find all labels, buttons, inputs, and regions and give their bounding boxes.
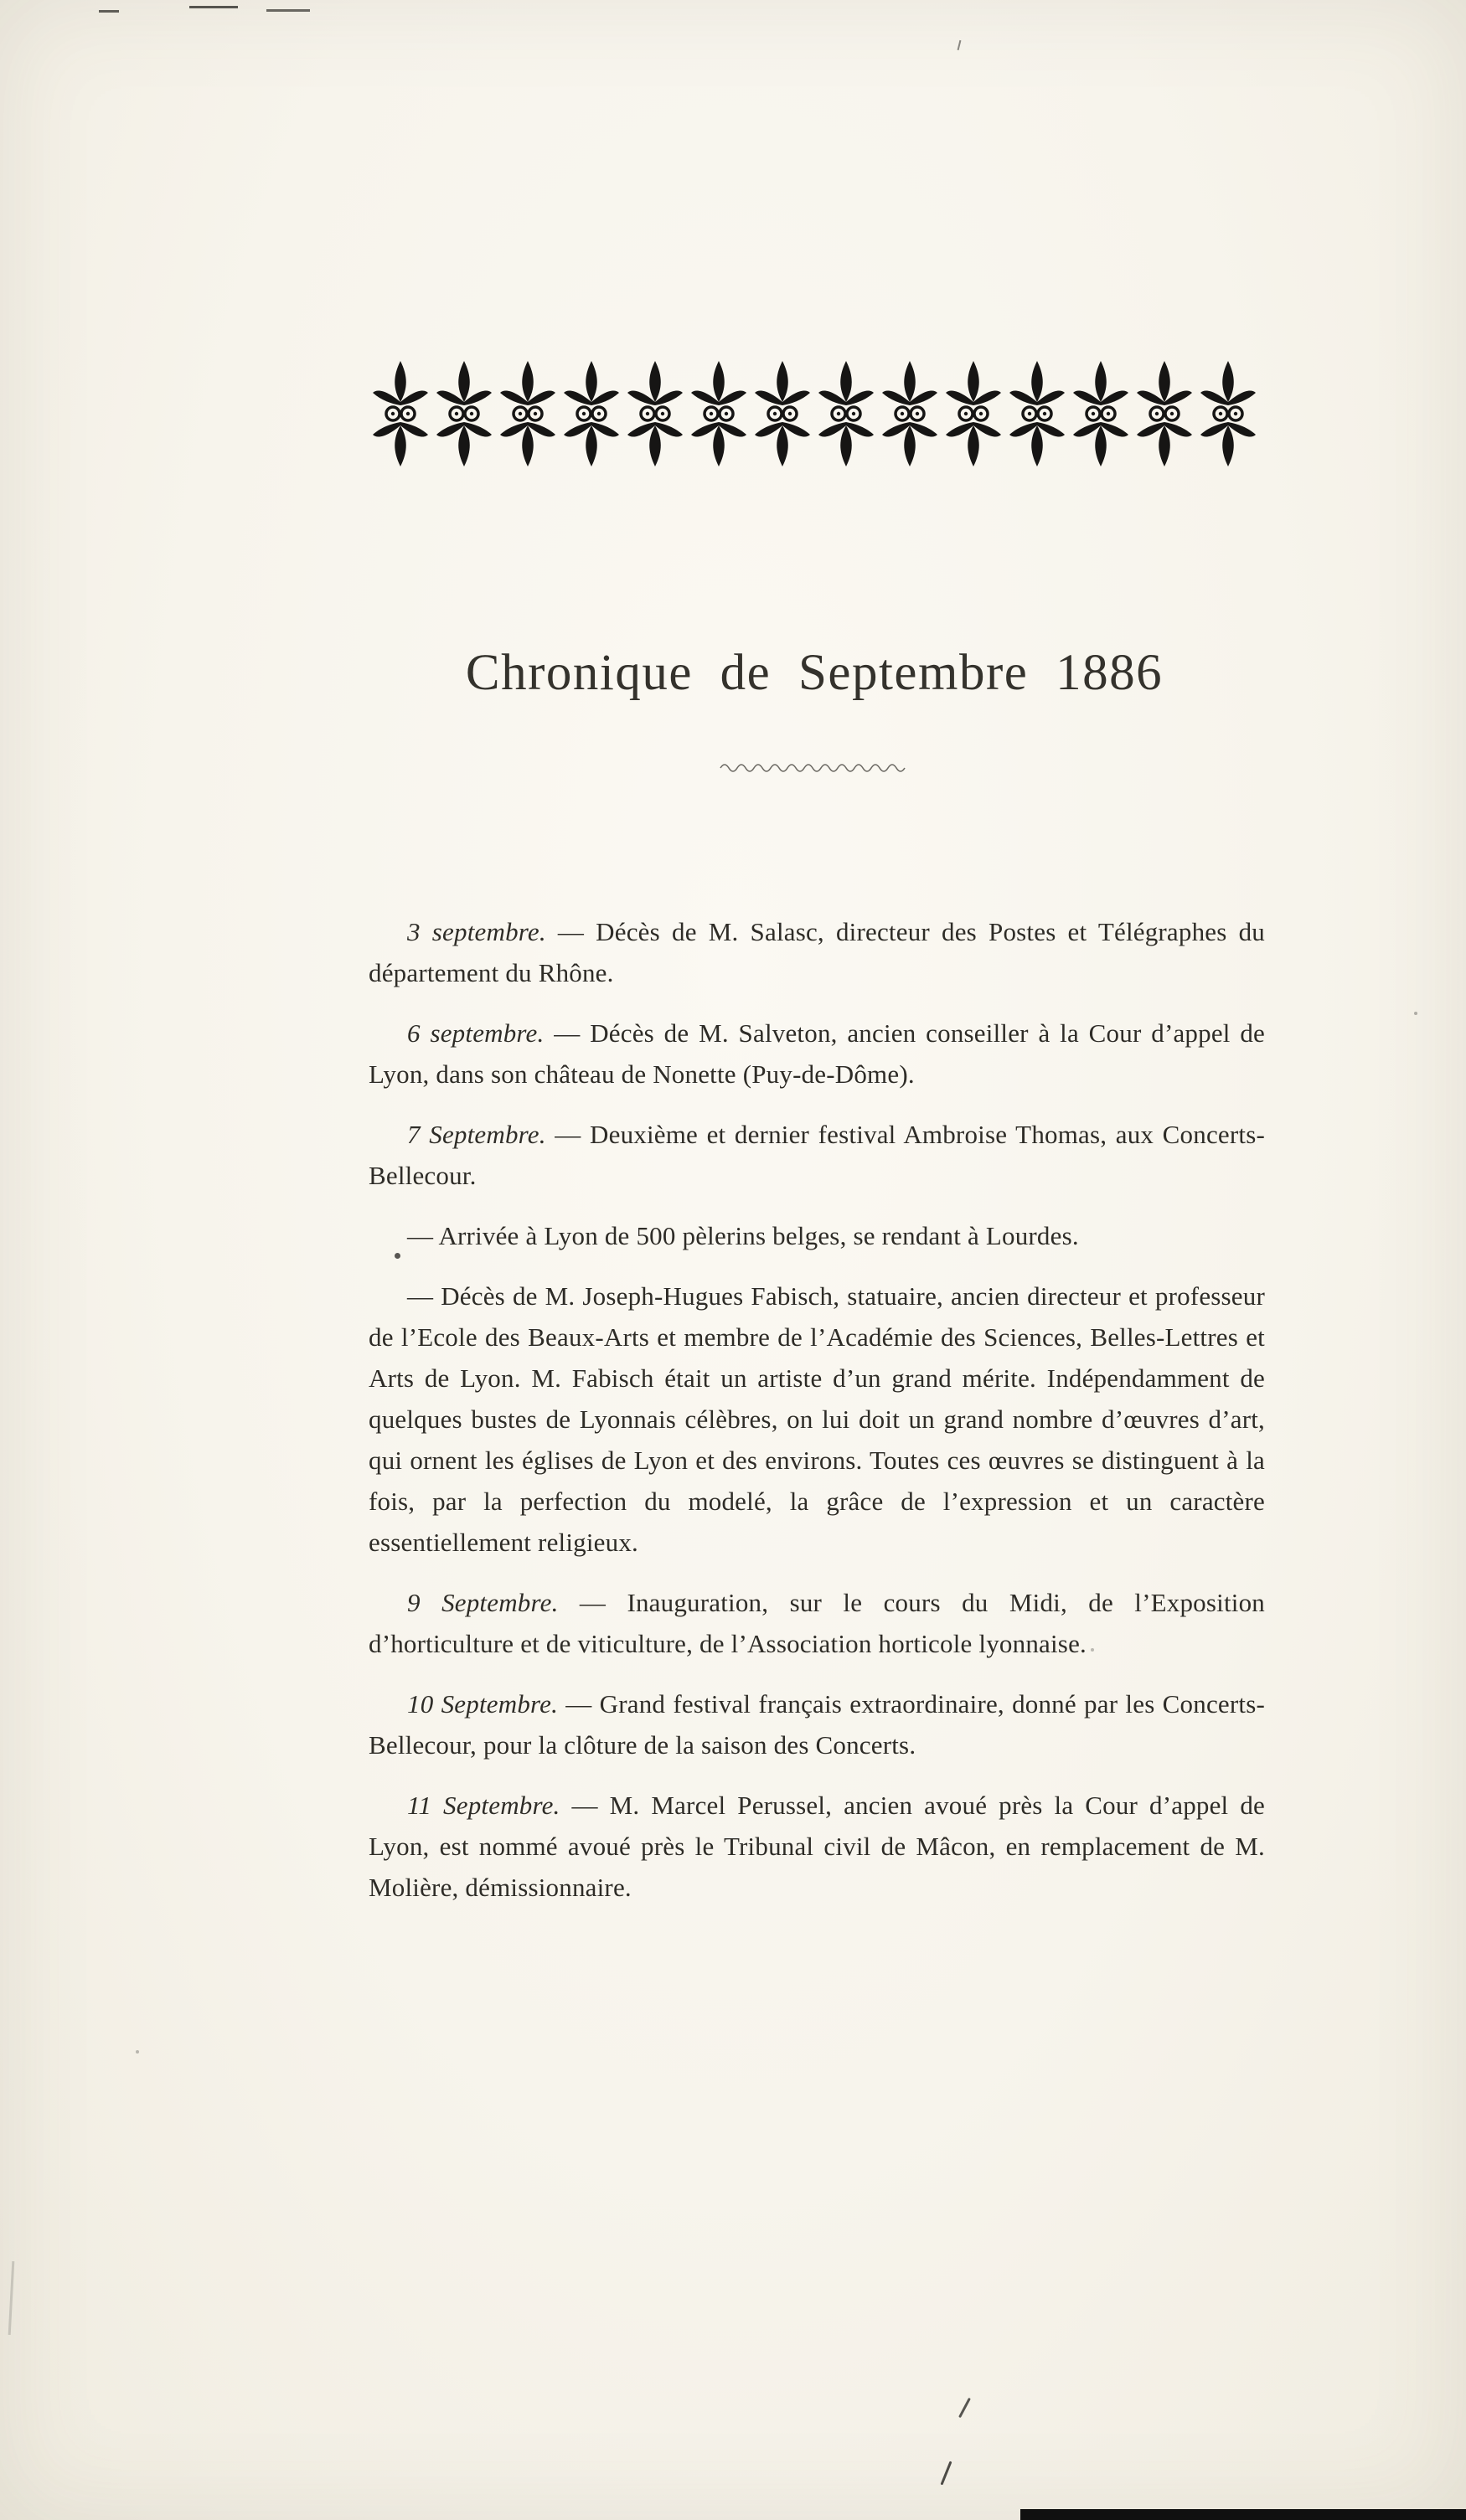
chronicle-entry xyxy=(369,1582,1265,1664)
chronicle-entry xyxy=(369,1215,1265,1256)
entry-text: — Arrivée à Lyon de 500 pèlerins belges, se rendant à Lourdes. xyxy=(407,1221,1079,1250)
anthemion-frieze-icon xyxy=(369,358,1263,469)
entry-date: 6 septembre. xyxy=(407,1018,545,1048)
entry-text: — Décès de M. Joseph-Hugues Fabisch, statuaire, ancien directeur et professeur de l’Ecole des Beaux-Arts et membre de l’Académie des Sciences, Belles-Lettres et Arts de Lyon. M. Fabisch était un artiste d’un grand mérite. Indépendamment de quelques bustes de Lyonnais célèbres, on lui doit un grand nombre d’œuvres d’art, qui ornent les églises de Lyon et des environs. Toutes ces œuvres se distinguent à la fois, par la perfection du modelé, la grâce de l’expression et un caractère essentiellement religieux. xyxy=(369,1281,1265,1557)
entry-text: — Grand festival français extraordinaire, donné par les Concerts-Bellecour, pour la clôture de la saison des Concerts. xyxy=(369,1689,1265,1760)
scan-artifact-scratch xyxy=(8,2261,15,2335)
entry-date: 3 septembre. xyxy=(407,917,546,946)
chronicle-text-block xyxy=(369,911,1265,1927)
squiggle-rule-icon xyxy=(719,760,911,774)
scan-artifact-dash xyxy=(266,9,310,12)
entry-text: — M. Marcel Perussel, ancien avoué près la Cour d’appel de Lyon, est nommé avoué près le Tribunal civil de Mâcon, en remplacement de M. Molière, démissionnaire. xyxy=(369,1791,1265,1902)
entry-date: 7 Septembre. xyxy=(407,1120,546,1149)
chronicle-entry xyxy=(369,1114,1265,1196)
scan-artifact-tick xyxy=(958,40,962,50)
scan-artifact-tick xyxy=(940,2461,952,2486)
chronicle-entry xyxy=(369,1785,1265,1908)
entry-date: 9 Septembre. xyxy=(407,1588,559,1617)
scan-artifact-tick xyxy=(958,2398,971,2418)
entry-date: 10 Septembre. xyxy=(407,1689,559,1719)
scan-artifact-dash xyxy=(189,6,238,8)
scan-edge-mark xyxy=(1020,2509,1466,2520)
chronicle-entry xyxy=(369,1013,1265,1095)
chronicle-entry xyxy=(369,1275,1265,1563)
chronicle-entry xyxy=(369,1683,1265,1765)
page-title: Chronique de Septembre 1886 xyxy=(465,644,1164,701)
scan-artifact-speck xyxy=(1091,1648,1094,1652)
entry-text: — Inauguration, sur le cours du Midi, de l’Exposition d’horticulture et de viticulture, de l’Association horticole lyonnaise. xyxy=(369,1588,1265,1658)
scan-artifact-speck xyxy=(1414,1012,1417,1015)
chronicle-entry xyxy=(369,911,1265,993)
scan-artifact-speck xyxy=(395,1253,400,1259)
scan-artifact-speck xyxy=(136,2050,139,2054)
entry-text: — Deuxième et dernier festival Ambroise Thomas, aux Concerts-Bellecour. xyxy=(369,1120,1266,1190)
entry-text: — Décès de M. Salveton, ancien conseiller à la Cour d’appel de Lyon, dans son château de Nonette (Puy-de-Dôme). xyxy=(369,1018,1266,1089)
entry-text: — Décès de M. Salasc, directeur des Postes et Télégraphes du département du Rhône. xyxy=(369,917,1266,987)
entry-date: 11 Septembre. xyxy=(407,1791,560,1820)
scan-artifact-dash xyxy=(99,10,119,13)
